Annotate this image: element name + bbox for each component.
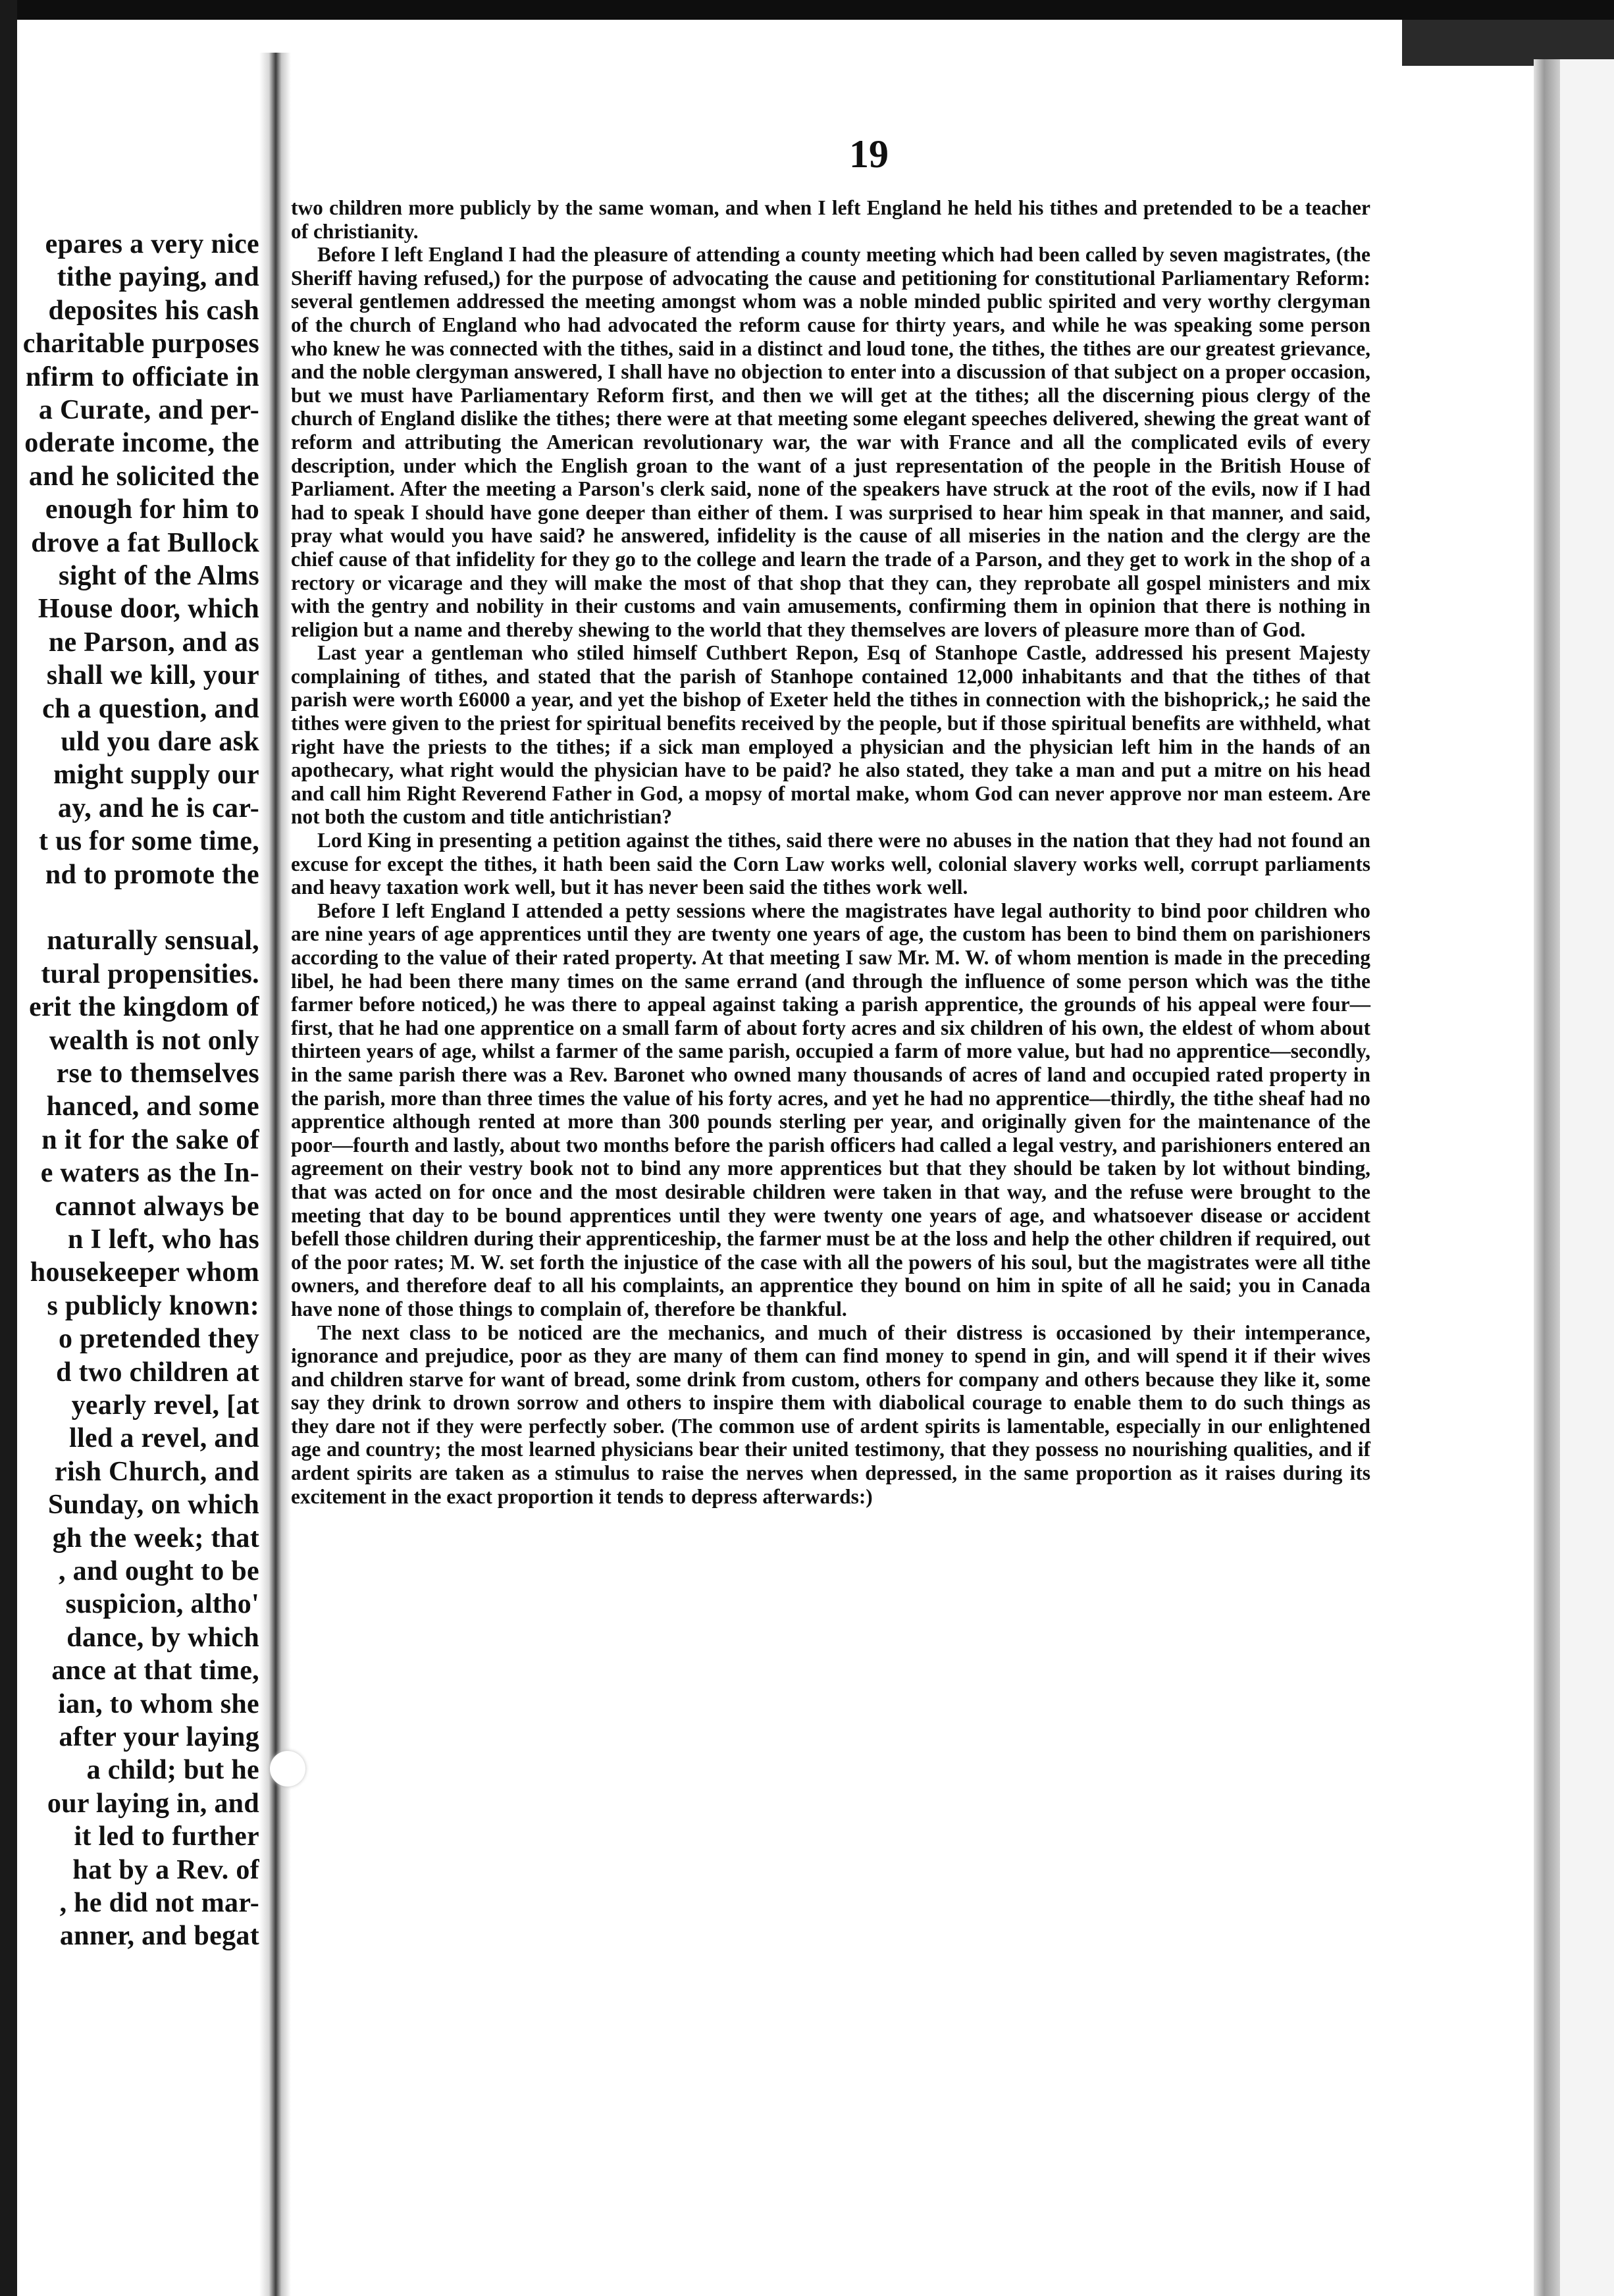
left-page-line: dance, by which [66,1622,259,1653]
left-page-line: s publicly known: [47,1290,259,1321]
left-page-line: Sunday, on which [47,1490,259,1521]
left-page-line: hanced, and some [46,1091,259,1122]
left-page-line: rish Church, and [55,1456,259,1487]
left-page-line: , he did not mar- [59,1888,259,1918]
left-page-line: House door, which [38,594,259,625]
left-page-line: lled a revel, and [69,1423,259,1454]
left-page-line: gh the week; that [52,1523,259,1553]
left-page-line: tithe paying, and [57,262,259,293]
left-page-line: erit the kingdom of [29,992,259,1023]
body-paragraph: Before I left England I attended a petty sessions where the magistrates have legal authority to bind poor children who are nine years of age apprentices until they are twenty one years of age, the custom has been to bind them on parishioners according to the value of their rated property. At that meeting I saw Mr. M. W. of whom mention is made in the preceding libel, he had been there many times on the same errand (and through the influence of some person which was the tithe farmer before noticed,) he was there to appeal against taking a parish apprentice, the grounds of his appeal were four—first, that he had one apprentice on a small farm of about forty acres and six children of his own, the eldest of whom about thirteen years of age, whilst a farmer of the same parish, occupied a farm of more value, but had no apprentice—secondly, in the same parish there was a Rev. Baronet who owned many thousands of acres of land and occupied rated property in the parish, more than three times the value of his forty acres, and yet he had no apprentice—thirdly, the tithe sheaf had no apprentice although rented at more than 300 pounds sterling per year, and originally given for the maintenance of the poor—fourth and lastly, about two months before the parish officers had called a legal vestry, and parishioners entered an agreement on their vestry book not to bind any more apprentices but that they should be taken by lot without binding, that was acted on for once and the most desirable children were taken in that way, and the refuse were brought to the meeting that day to be bound apprentices until they were twenty one years of age, and whatsoever disease or accident befell those children during their apprenticeship, the farmer must be at the loss and help the other children if required, out of the poor rates; M. W. set forth the injustice of the case with all the powers of his soul, but the magistrates were all tithe owners, and therefore deaf to all his complaints, an apprentice they bound on him in spite of all he said; you in Canada have none of those things to complain of, therefore be thankful. [291,899,1370,1320]
body-paragraph: Lord King in presenting a petition against the tithes, said there were no abuses in the nation that they had not found an excuse for except the tithes, it hath been said the Corn Law works well, colonial slavery works well, corrupt parliaments and heavy taxation work well, but it has never been said the tithes work well. [291,829,1370,899]
left-page-fragment [17,39,259,2264]
left-page-line: t us for some time, [38,826,259,857]
left-page-line: epares a very nice [45,229,259,259]
left-page-line: and he solicited the [28,461,259,492]
left-page-line: tural propensities. [41,958,259,989]
left-page-line: a child; but he [86,1755,259,1786]
left-page-line: d two children at [56,1357,259,1388]
left-page-line: e waters as the In- [40,1158,259,1189]
left-page-line: cannot always be [55,1191,259,1222]
left-page-line: sight of the Alms [59,561,259,591]
left-page-line: housekeeper whom [30,1257,259,1288]
left-page-line: uld you dare ask [61,727,259,757]
left-page-line: deposites his cash [48,295,259,326]
right-page [291,79,1534,2251]
left-page-line: a Curate, and per- [38,395,259,425]
scanner-right-margin [1560,59,1614,2296]
left-page-line: , and ought to be [58,1556,259,1586]
left-page-line: ian, to whom she [58,1688,259,1719]
left-page-line: ch a question, and [42,693,259,724]
left-page-line: rse to themselves [56,1058,259,1089]
page-stack-edge [1534,59,1560,2296]
left-page-line: charitable purposes [22,328,259,359]
left-page-line: ay, and he is car- [57,793,259,823]
body-paragraph: two children more publicly by the same woman, and when I left England he held his tithes and pretended to be a teacher of christianity. [291,196,1370,243]
left-page-line: our laying in, and [47,1788,259,1819]
left-page-line: nfirm to officiate in [25,361,259,392]
left-page-line: suspicion, altho' [65,1589,259,1620]
body-paragraph: The next class to be noticed are the mechanics, and much of their distress is occasioned by their intemperance, ignorance and prejudice, poor as they are many of them can find money to spend in gin, and will spend it if their wives and children starve for want of bread, some drink from custom, others for company and others because they like it, some say they drink to drown sorrow and others to inspire them with diabolical courage to enable them to do such things as they dare not if they were perfectly sober. (The common use of ardent spirits is lamentable, especially in our enlightened age and country; the most learned physicians bear their united testimony, that they possess no nourishing qualities, and if ardent spirits are taken as a stimulus to raise the nerves when depressed, in the same proportion as it raises during its excitement in the exact proportion it tends to depress afterwards:) [291,1320,1370,1508]
left-page-line: ne Parson, and as [48,627,259,658]
scanner-left-edge [0,0,17,2296]
left-page-line: wealth is not only [49,1025,259,1056]
left-page-line: naturally sensual, [47,926,259,956]
left-page-line: might supply our [53,760,259,791]
left-page-line: it led to further [74,1821,259,1852]
page-number: 19 [849,132,889,176]
left-page-line: after your laying [59,1722,259,1752]
left-page-line: ance at that time, [51,1656,259,1686]
left-page-line: hat by a Rev. of [72,1854,259,1885]
left-page-line: n it for the sake of [41,1124,259,1155]
body-paragraph: Last year a gentleman who stiled himself Cuthbert Repon, Esq of Stanhope Castle, addressed his present Majesty complaining of tithes, and stated that the parish of Stanhope contained 12,000 inhabitants and that the tithes of that parish were worth £6000 a year, and yet the bishop of Exeter held the tithes in connection with the bishoprick,; he said the tithes were given to the priest for spiritual benefits received by the people, but if those spiritual benefits are withheld, what right have the priests to the tithes; if a sick man employed a physician and the physician left him in the hands of an apothecary, what right would the physician have to be paid? he also stated, they take a man and put a mitre on his head and call him Right Reverend Father in God, a mopsy of mortal make, whom God can never approve nor man esteem. Are not both the custom and title antichristian? [291,641,1370,829]
left-page-line: nd to promote the [45,859,259,890]
left-page-line: drove a fat Bullock [31,527,259,558]
left-page-line: shall we kill, your [46,660,259,691]
left-page-line: o pretended they [58,1324,259,1355]
body-paragraph: Before I left England I had the pleasure of attending a county meeting which had been called by seven magistrates, (the Sheriff having refused,) for the purpose of advocating the cause and petitioning for constitutional Parliamentary Reform: several gentlemen addressed the meeting amongst whom was a noble minded public spirited and very worthy clergyman of the church of England who had advocated the reform cause for thirty years, and while he was speaking some person who knew he was connected with the tithes, said in a distinct and loud tone, the tithes, the tithes are our greatest grievance, and the noble clergyman answered, I shall have no objection to enter into a discussion of that subject on a proper occasion, but we must have Parliamentary Reform first, and then we will get at the tithes; all the discerning pious clergy of the church of England dislike the tithes; there were at that meeting some elegant speeches delivered, shewing the great want of reform and attributing the American revolutionary war, the war with France and all the complicated evils of every description, under which the English groan to the want of a just representation of the people in the British House of Parliament. After the meeting a Parson's clerk said, none of the speakers have struck at the root of the evils, now if I had had to speak I should have gone deeper than either of them. I was surprised to hear him speak in that manner, and said, pray what would you have said? he answered, infidelity is the cause of all miseries in the nation and the clergy are the chief cause of that infidelity for they go to the college and learn the trade of a Parson, and they get to work in the shop of a rectory or vicarage and they will make the most of that shop that they can, they reprobate all gospel ministers and mix with the gentry and nobility in their customs and vain amusements, confirming them in opinion that there is nothing in religion but a name and thereby shewing to the world that they themselves are lovers of pleasure more than of God. [291,243,1370,641]
page-body-text [291,196,1370,1508]
book-gutter [259,53,291,2296]
left-page-line: n I left, who has [68,1224,259,1255]
left-page-line: yearly revel, [at [71,1390,259,1421]
left-page-line: enough for him to [45,494,259,525]
left-page-line: oderate income, the [24,428,259,459]
scanner-top-edge [0,0,1614,20]
left-page-line: anner, and begat [59,1921,259,1952]
